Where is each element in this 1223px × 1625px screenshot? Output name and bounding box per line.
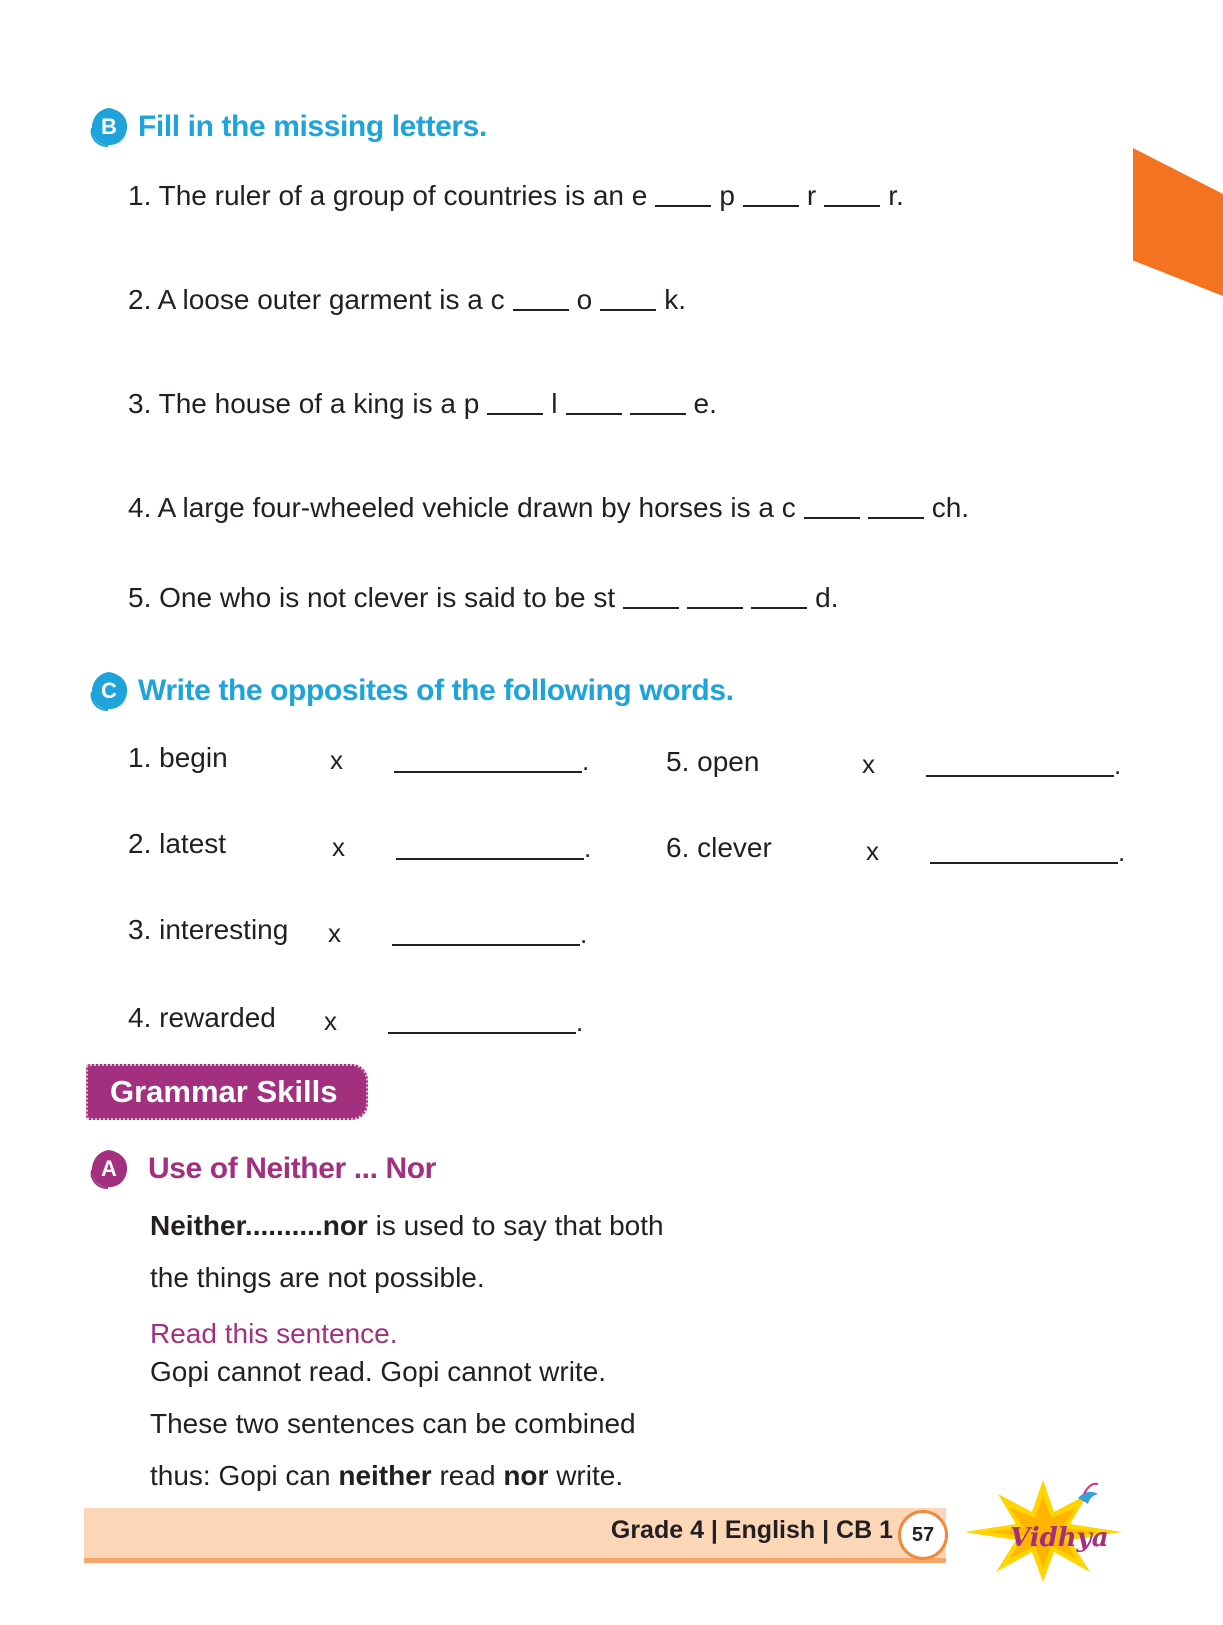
- svg-text:Vidhya: Vidhya: [1010, 1523, 1109, 1553]
- grammar-line-1: Neither..........nor is used to say that both: [150, 1210, 664, 1241]
- fill-item-4: 4. A large four-wheeled vehicle drawn by horses is a c ch.: [128, 492, 970, 523]
- read-this-sentence-hint: Read this sentence.: [150, 1318, 398, 1349]
- opposite-answer-line-3: [392, 944, 580, 946]
- opposite-x-5: x: [862, 749, 875, 779]
- opposite-x-1: x: [330, 745, 343, 775]
- opposite-word-2: 2. latest: [128, 828, 227, 859]
- orange-corner-tab: [1133, 148, 1223, 296]
- opposite-answer-line-2: [396, 858, 584, 860]
- grammar-section-a-header: [88, 1144, 436, 1194]
- opposite-dot-3: .: [580, 919, 588, 949]
- footer-grade-subject: Grade 4 | English | CB 1: [610, 1516, 893, 1544]
- vidhya-logo: [958, 1476, 1128, 1586]
- opposite-dot-2: .: [584, 833, 592, 863]
- section-c-badge: C: [88, 670, 130, 712]
- section-b-header: [88, 102, 487, 152]
- opposite-dot-4: .: [576, 1007, 584, 1037]
- fill-item-1: 1. The ruler of a group of countries is an e p r r.: [128, 180, 904, 211]
- opposite-word-4: 4. rewarded: [128, 1002, 276, 1033]
- opposite-word-1: 1. begin: [128, 742, 228, 773]
- fill-item-3: 3. The house of a king is a p l e.: [128, 388, 717, 419]
- opposite-answer-line-5: [926, 775, 1114, 777]
- fill-item-5: 5. One who is not clever is said to be st d.: [128, 582, 839, 613]
- grammar-skills-banner: Grammar Skills: [86, 1064, 368, 1120]
- opposite-answer-line-4: [388, 1032, 576, 1034]
- page-number: 57: [898, 1510, 948, 1560]
- section-b-badge: B: [88, 106, 130, 148]
- opposite-dot-5: .: [1114, 750, 1122, 780]
- opposite-x-3: x: [328, 918, 341, 948]
- section-c-title: Write the opposites of the following words.: [138, 674, 734, 707]
- opposite-x-4: x: [324, 1006, 337, 1036]
- opposite-answer-line-1: [394, 771, 582, 773]
- grammar-section-a-title: Use of Neither ... Nor: [148, 1152, 436, 1185]
- grammar-line-5: thus: Gopi can neither read nor write.: [150, 1460, 624, 1491]
- opposite-x-6: x: [866, 836, 879, 866]
- opposite-answer-line-6: [930, 862, 1118, 864]
- opposite-x-2: x: [332, 832, 345, 862]
- opposite-word-3: 3. interesting: [128, 914, 289, 945]
- grammar-section-a-badge: A: [88, 1148, 130, 1190]
- opposite-dot-1: .: [582, 746, 590, 776]
- section-b-title: Fill in the missing letters.: [138, 110, 487, 143]
- opposite-word-5: 5. open: [666, 746, 760, 777]
- section-c-header: [88, 666, 734, 716]
- grammar-line-4: These two sentences can be combined: [150, 1408, 636, 1439]
- grammar-line-3: Gopi cannot read. Gopi cannot write.: [150, 1356, 607, 1387]
- opposite-word-6: 6. clever: [666, 832, 772, 863]
- grammar-line-2: the things are not possible.: [150, 1262, 485, 1293]
- opposite-dot-6: .: [1118, 837, 1126, 867]
- fill-item-2: 2. A loose outer garment is a c o k.: [128, 284, 687, 315]
